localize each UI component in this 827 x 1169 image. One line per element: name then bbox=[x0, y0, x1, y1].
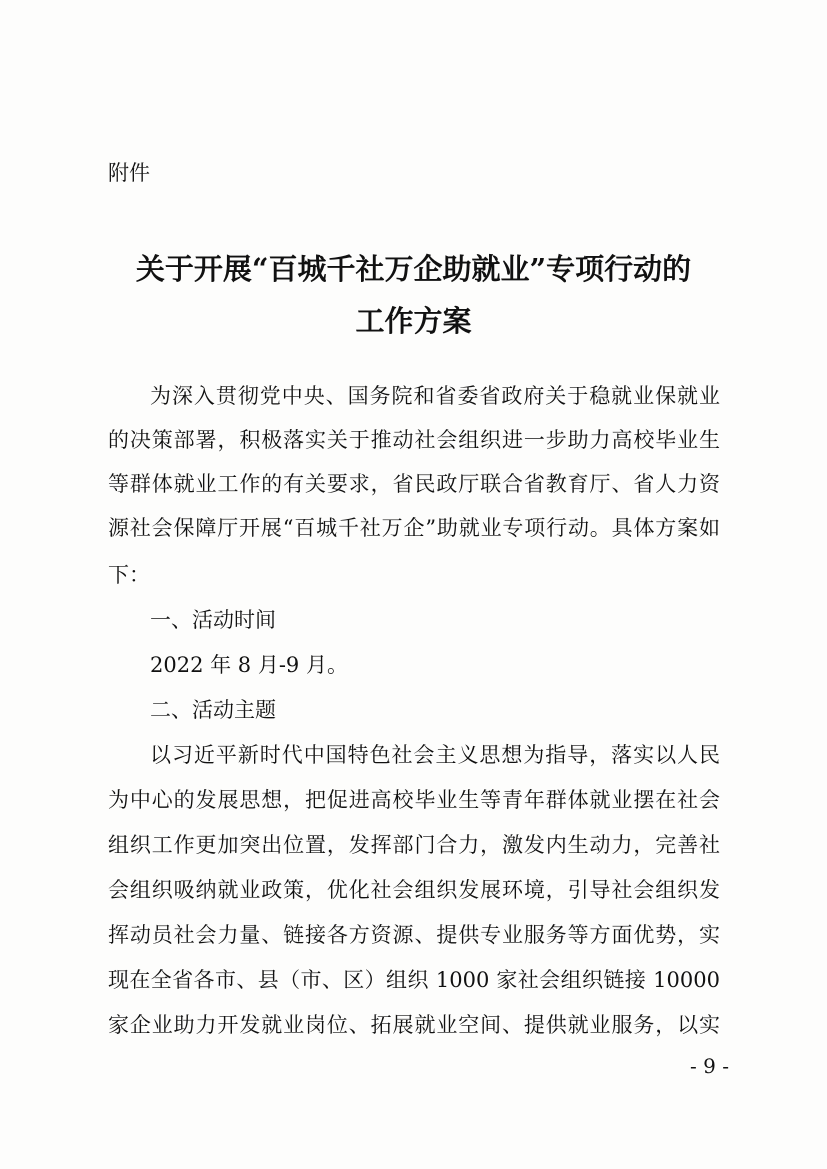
intro-line: 源社会保障厅开展“百城千社万企”助就业专项行动。具体方案如 bbox=[108, 516, 720, 540]
intro-line: 为深入贯彻党中央、国务院和省委省政府关于稳就业保就业 bbox=[150, 384, 720, 408]
intro-line: 的决策部署，积极落实关于推动社会组织进一步助力高校毕业生 bbox=[108, 428, 720, 452]
title-line-1: 关于开展“百城千社万企助就业”专项行动的 bbox=[135, 252, 692, 286]
section-2-line: 现在全省各市、县（市、区）组织 1000 家社会组织链接 10000 bbox=[108, 968, 720, 992]
section-2-line: 组织工作更加突出位置，发挥部门合力，激发内生动力，完善社 bbox=[108, 833, 720, 857]
intro-line: 等群体就业工作的有关要求，省民政厅联合省教育厅、省人力资 bbox=[108, 472, 720, 496]
section-2-line: 以习近平新时代中国特色社会主义思想为指导，落实以人民 bbox=[150, 743, 720, 767]
section-2-line: 家企业助力开发就业岗位、拓展就业空间、提供就业服务，以实 bbox=[108, 1013, 720, 1037]
section-2-line: 会组织吸纳就业政策，优化社会组织发展环境，引导社会组织发 bbox=[108, 878, 720, 902]
section-2-line: 挥动员社会力量、链接各方资源、提供专业服务等方面优势，实 bbox=[108, 923, 720, 947]
section-2-line: 为中心的发展思想，把促进高校毕业生等青年群体就业摆在社会 bbox=[108, 788, 720, 812]
section-1-heading: 一、活动时间 bbox=[150, 608, 276, 632]
title-line-2: 工作方案 bbox=[355, 304, 472, 338]
page-number: - 9 - bbox=[690, 1054, 729, 1078]
section-2-heading: 二、活动主题 bbox=[150, 698, 276, 722]
section-1-text: 2022 年 8 月-9 月。 bbox=[150, 653, 348, 677]
document-title bbox=[0, 243, 827, 347]
attachment-label: 附件 bbox=[108, 161, 150, 185]
intro-line: 下： bbox=[108, 563, 150, 587]
